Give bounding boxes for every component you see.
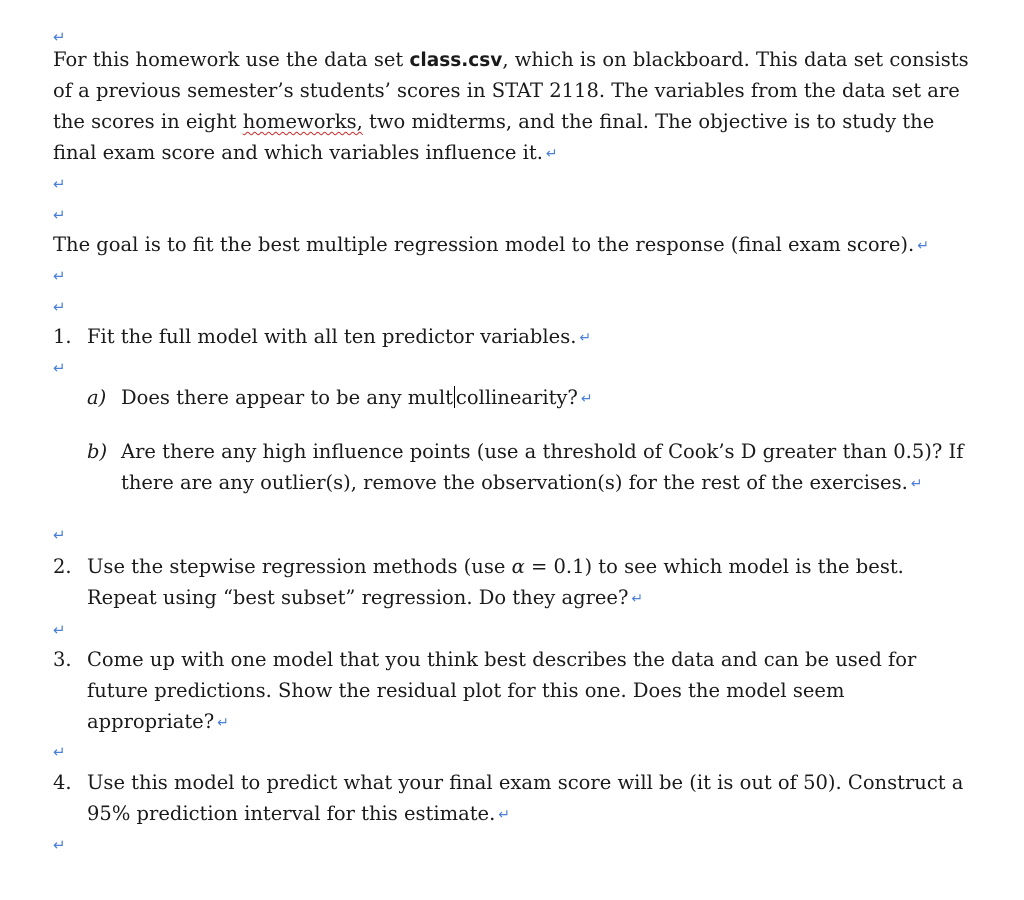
item-number: 3. [53, 648, 72, 671]
paragraph-mark: ↵ [917, 238, 929, 254]
intro-line-1: For this homework use the data set class.csv, which is on blackboard. This data set consists [53, 48, 969, 71]
paragraph-mark: ↵ [579, 330, 592, 346]
dataset-filename: class.csv [409, 50, 503, 71]
paragraph-mark: ↵ [53, 621, 66, 639]
paragraph-mark: ↵ [910, 476, 923, 492]
subitem-label: b) [87, 440, 108, 463]
paragraph-mark: ↵ [53, 267, 66, 285]
paragraph-mark: ↵ [53, 359, 66, 377]
item-number: 1. [53, 325, 72, 348]
paragraph-mark: ↵ [53, 743, 66, 761]
question-4-line-2: 95% prediction interval for this estimate. ↵ [87, 802, 511, 825]
question-4-line-1: Use this model to predict what your final exam score will be (it is out of 50). Construct a [87, 771, 964, 794]
question-3-line-3: appropriate? ↵ [87, 710, 229, 733]
text-cursor [454, 386, 455, 408]
paragraph-mark: ↵ [217, 715, 229, 731]
paragraph-mark: ↵ [53, 206, 66, 224]
paragraph-mark: ↵ [545, 146, 558, 162]
question-2-line-1: Use the stepwise regression methods (use α = 0.1) to see which model is the best. [87, 555, 904, 578]
intro-line-2: of a previous semester’s students’ scores in STAT 2118. The variables from the data set are [53, 79, 960, 102]
question-2-line-2: Repeat using “best subset” regression. Do they agree? ↵ [87, 586, 644, 609]
question-3-line-1: Come up with one model that you think best describes the data and can be used for [87, 648, 917, 671]
question-1b-line-2: there are any outlier(s), remove the observation(s) for the rest of the exercises. ↵ [121, 471, 923, 494]
intro-line-4: final exam score and which variables influence it. ↵ [53, 141, 558, 164]
goal-paragraph: The goal is to fit the best multiple regression model to the response (final exam score). ↵ [53, 233, 929, 256]
subitem-label: a) [87, 386, 107, 409]
item-number: 2. [53, 555, 72, 578]
paragraph-mark: ↵ [53, 28, 66, 46]
alpha-symbol: α [511, 555, 525, 578]
question-1a: Does there appear to be any mult collinearity? ↵ [121, 386, 593, 409]
spellcheck-word[interactable]: homeworks, [242, 110, 363, 133]
paragraph-mark: ↵ [53, 175, 66, 193]
question-3-line-2: future predictions. Show the residual plot for this one. Does the model seem [87, 679, 845, 702]
paragraph-mark: ↵ [53, 298, 66, 316]
intro-line-3: the scores in eight homeworks, two midterms, and the final. The objective is to study the [53, 110, 935, 133]
paragraph-mark: ↵ [53, 526, 66, 544]
question-1b-line-1: Are there any high influence points (use a threshold of Cook’s D greater than 0.5)? If [121, 440, 964, 463]
question-1: Fit the full model with all ten predictor variables. ↵ [87, 325, 592, 348]
paragraph-mark: ↵ [53, 836, 66, 854]
paragraph-mark: ↵ [498, 807, 511, 823]
item-number: 4. [53, 771, 72, 794]
paragraph-mark: ↵ [580, 391, 593, 407]
paragraph-mark: ↵ [631, 591, 644, 607]
